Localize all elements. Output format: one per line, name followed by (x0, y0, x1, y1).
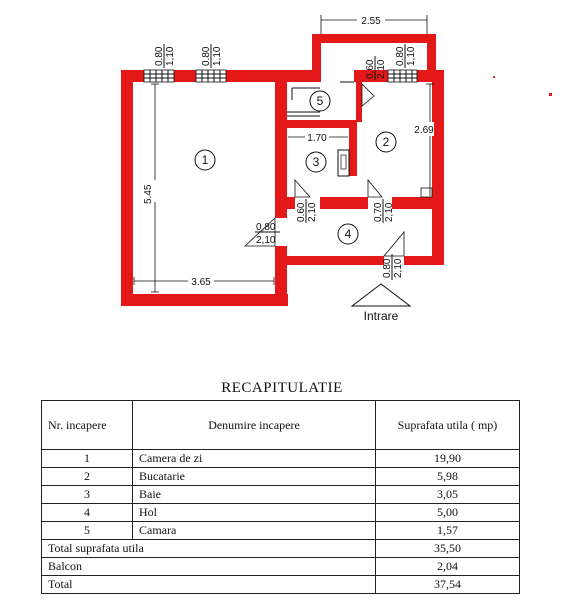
room-number-4: 4 (344, 227, 352, 241)
balcony-label: Balcon (42, 558, 376, 576)
w3-width: 0.80 (395, 46, 406, 66)
door-entry (384, 232, 404, 256)
entry-door-height: 2,10 (393, 258, 404, 278)
kitchen-door-width: 0,70 (373, 202, 384, 222)
window-1 (144, 70, 174, 82)
speck (493, 76, 495, 78)
balcony-width-label: 2.55 (361, 16, 381, 27)
window-2 (196, 70, 226, 82)
grand-total-value: 37,54 (376, 576, 520, 594)
room-number-2: 2 (382, 135, 390, 149)
room1-door-height: 2,10 (256, 235, 276, 246)
row-name: Hol (133, 504, 376, 522)
camara-door-width: 0.60 (365, 59, 376, 79)
w3-height: 1,10 (406, 46, 417, 66)
recap-table (41, 400, 520, 594)
entry-door-width: 0.80 (382, 258, 393, 278)
table-row (42, 522, 520, 540)
total-row (42, 576, 520, 594)
bath-door-width: 0.60 (296, 202, 307, 222)
row-nr: 5 (42, 522, 133, 540)
room1-height-label: 5.45 (143, 184, 154, 204)
table-header-row (42, 401, 520, 450)
row-nr: 2 (42, 468, 133, 486)
total-useful-value: 35,50 (376, 540, 520, 558)
header-name: Denumire incapere (133, 401, 376, 450)
entrance-label: Intrare (363, 309, 399, 323)
row-nr: 3 (42, 486, 133, 504)
door-kitchen (368, 180, 382, 197)
row-area: 3,05 (376, 486, 520, 504)
total-row (42, 558, 520, 576)
header-area: Suprafata utila ( mp) (376, 401, 520, 450)
row-name: Camera de zi (133, 450, 376, 468)
row-name: Camara (133, 522, 376, 540)
table-row (42, 468, 520, 486)
room1-width-label: 3.65 (191, 277, 211, 288)
bath-width-label: 1.70 (307, 133, 327, 144)
bath-door-height: 2,10 (307, 202, 318, 222)
row-area: 5,98 (376, 468, 520, 486)
entrance-marker (352, 284, 410, 323)
room-number-5: 5 (316, 94, 324, 108)
row-area: 19,90 (376, 450, 520, 468)
w1-width: 0.80 (154, 46, 165, 66)
grand-total-label: Total (42, 576, 376, 594)
row-nr: 1 (42, 450, 133, 468)
balcony-value: 2,04 (376, 558, 520, 576)
row-name: Baie (133, 486, 376, 504)
door-camara (362, 84, 374, 106)
room-number-3: 3 (312, 155, 320, 169)
table-row (42, 486, 520, 504)
w2-width: 0.80 (201, 46, 212, 66)
row-area: 1,57 (376, 522, 520, 540)
camara-door-height: 2,10 (376, 59, 387, 79)
row-nr: 4 (42, 504, 133, 522)
row-name: Bucatarie (133, 468, 376, 486)
room-number-1: 1 (201, 153, 209, 167)
table-row (42, 504, 520, 522)
room1-door-width: 0,80 (256, 222, 276, 233)
speck (549, 93, 552, 96)
w1-height: 1,10 (165, 46, 176, 66)
recap-title: RECAPITULATIE (221, 380, 343, 396)
w2-height: 1,10 (212, 46, 223, 66)
total-row (42, 540, 520, 558)
header-nr: Nr. incapere (42, 401, 133, 450)
room2-height-label: 2.69 (414, 125, 434, 136)
table-row (42, 450, 520, 468)
door-bath (295, 180, 310, 197)
row-area: 5,00 (376, 504, 520, 522)
window-3 (388, 70, 417, 82)
kitchen-door-height: 2,10 (384, 202, 395, 222)
total-useful-label: Total suprafata utila (42, 540, 376, 558)
bath-fixture (338, 150, 349, 176)
